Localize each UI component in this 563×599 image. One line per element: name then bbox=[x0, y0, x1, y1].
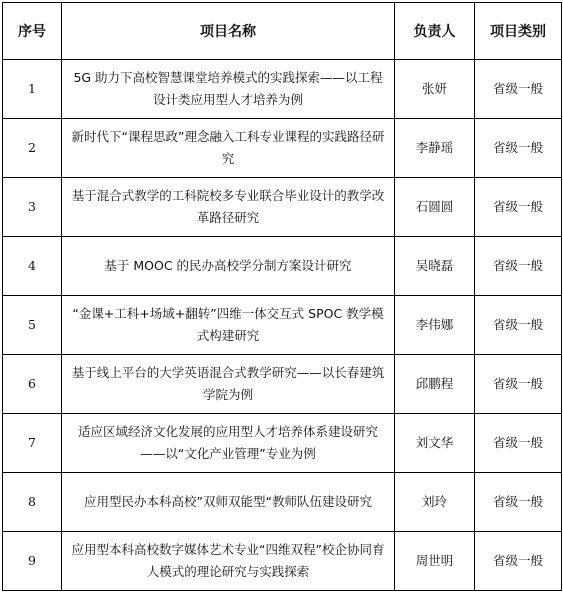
owner-cell: 李静瑶 bbox=[395, 119, 475, 178]
project-name-cell: 应用型民办本科高校”双师双能型“教师队伍建设研究 bbox=[62, 473, 395, 532]
owner-cell: 刘玲 bbox=[395, 473, 475, 532]
table-row bbox=[3, 414, 562, 473]
project-name-cell: 适应区域经济文化发展的应用型人才培养体系建设研究——以“文化产业管理”专业为例 bbox=[62, 414, 395, 473]
table-row bbox=[3, 296, 562, 355]
table-row bbox=[3, 355, 562, 414]
owner-cell: 邱鹏程 bbox=[395, 355, 475, 414]
table-row bbox=[3, 119, 562, 178]
owner-cell: 李伟娜 bbox=[395, 296, 475, 355]
header-seq: 序号 bbox=[3, 3, 62, 60]
seq-cell: 7 bbox=[3, 414, 62, 473]
seq-cell: 5 bbox=[3, 296, 62, 355]
category-cell: 省级一般 bbox=[475, 296, 562, 355]
category-cell: 省级一般 bbox=[475, 237, 562, 296]
seq-cell: 4 bbox=[3, 237, 62, 296]
project-name-cell: 5G 助力下高校智慧课堂培养模式的实践探索——以工程设计类应用型人才培养为例 bbox=[62, 60, 395, 119]
category-cell: 省级一般 bbox=[475, 473, 562, 532]
category-cell: 省级一般 bbox=[475, 60, 562, 119]
seq-cell: 2 bbox=[3, 119, 62, 178]
seq-cell: 9 bbox=[3, 532, 62, 591]
table-row bbox=[3, 60, 562, 119]
header-owner: 负责人 bbox=[395, 3, 475, 60]
table-row bbox=[3, 473, 562, 532]
seq-cell: 3 bbox=[3, 178, 62, 237]
project-name-cell: 新时代下“课程思政”理念融入工科专业课程的实践路径研究 bbox=[62, 119, 395, 178]
table-body bbox=[3, 60, 562, 591]
seq-cell: 1 bbox=[3, 60, 62, 119]
project-table bbox=[2, 2, 562, 591]
project-name-cell: “金课+工科+场域+翻转”四维一体交互式 SPOC 教学模式构建研究 bbox=[62, 296, 395, 355]
project-name-cell: 应用型本科高校数字媒体艺术专业“四维双程”校企协同育人模式的理论研究与实践探索 bbox=[62, 532, 395, 591]
owner-cell: 周世明 bbox=[395, 532, 475, 591]
category-cell: 省级一般 bbox=[475, 178, 562, 237]
category-cell: 省级一般 bbox=[475, 532, 562, 591]
project-name-cell: 基于 MOOC 的民办高校学分制方案设计研究 bbox=[62, 237, 395, 296]
header-project-name: 项目名称 bbox=[62, 3, 395, 60]
owner-cell: 刘文华 bbox=[395, 414, 475, 473]
project-name-cell: 基于线上平台的大学英语混合式教学研究——以长春建筑学院为例 bbox=[62, 355, 395, 414]
table-header-row bbox=[3, 3, 562, 60]
category-cell: 省级一般 bbox=[475, 414, 562, 473]
table-row bbox=[3, 178, 562, 237]
table-row bbox=[3, 532, 562, 591]
category-cell: 省级一般 bbox=[475, 355, 562, 414]
category-cell: 省级一般 bbox=[475, 119, 562, 178]
seq-cell: 6 bbox=[3, 355, 62, 414]
owner-cell: 张妍 bbox=[395, 60, 475, 119]
owner-cell: 石圆圆 bbox=[395, 178, 475, 237]
table-row bbox=[3, 237, 562, 296]
seq-cell: 8 bbox=[3, 473, 62, 532]
header-category: 项目类别 bbox=[475, 3, 562, 60]
owner-cell: 吴晓磊 bbox=[395, 237, 475, 296]
project-name-cell: 基于混合式教学的工科院校多专业联合毕业设计的教学改革路径研究 bbox=[62, 178, 395, 237]
